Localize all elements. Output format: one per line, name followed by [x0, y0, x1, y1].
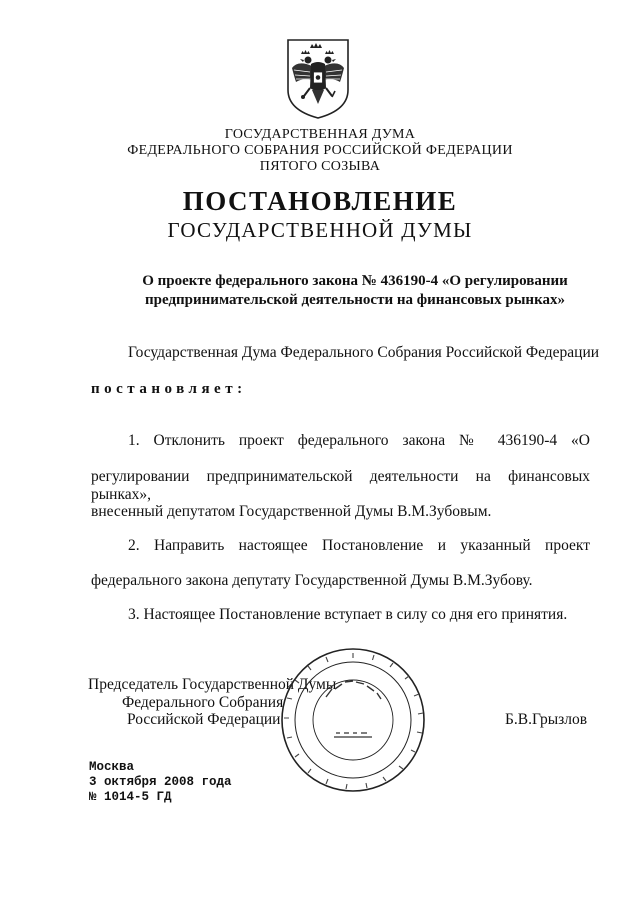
item-2-line-2: федерального закона депутату Государственной Думы В.М.Зубову. — [91, 572, 533, 589]
footer-date: 3 октября 2008 года — [89, 775, 232, 789]
resolves-word: постановляет: — [91, 381, 247, 397]
signatory-position-line-2: Федерального Собрания — [122, 694, 284, 711]
official-stamp — [278, 645, 428, 795]
item-2-line-1: 2. Направить настоящее Постановление и указанный проект — [128, 537, 590, 554]
footer-city: Москва — [89, 760, 135, 774]
subject-line-2: предпринимательской деятельности на финансовых рынках» — [145, 292, 565, 308]
coat-of-arms-icon — [284, 38, 352, 120]
item-1-line-3: внесенный депутатом Государственной Думы В.М.Зубовым. — [91, 503, 492, 520]
header-line-2: ФЕДЕРАЛЬНОГО СОБРАНИЯ РОССИЙСКОЙ ФЕДЕРАЦИИ — [127, 143, 513, 158]
document-title: ПОСТАНОВЛЕНИЕ — [182, 186, 458, 216]
document-subtitle: ГОСУДАРСТВЕННОЙ ДУМЫ — [167, 218, 473, 242]
item-1-line-2: регулировании предпринимательской деятельности на финансовых рынках», — [91, 468, 590, 503]
intro-text: Государственная Дума Федерального Собрания Российской Федерации — [128, 344, 600, 361]
item-1-line-1: 1. Отклонить проект федерального закона № 436190-4 «О — [128, 432, 590, 449]
header-line-3: ПЯТОГО СОЗЫВА — [259, 159, 381, 174]
subject-line-1: О проекте федерального закона № 436190-4 «О регулировании — [142, 273, 568, 289]
signatory-position-line-3: Российской Федерации — [127, 711, 281, 728]
item-3: 3. Настоящее Постановление вступает в силу со дня его принятия. — [128, 606, 568, 623]
signatory-name: Б.В.Грызлов — [505, 711, 588, 728]
footer-number: № 1014-5 ГД — [89, 790, 172, 804]
header-line-1: ГОСУДАРСТВЕННАЯ ДУМА — [224, 127, 416, 142]
signatory-position-line-1: Председатель Государственной Думы — [88, 676, 337, 693]
